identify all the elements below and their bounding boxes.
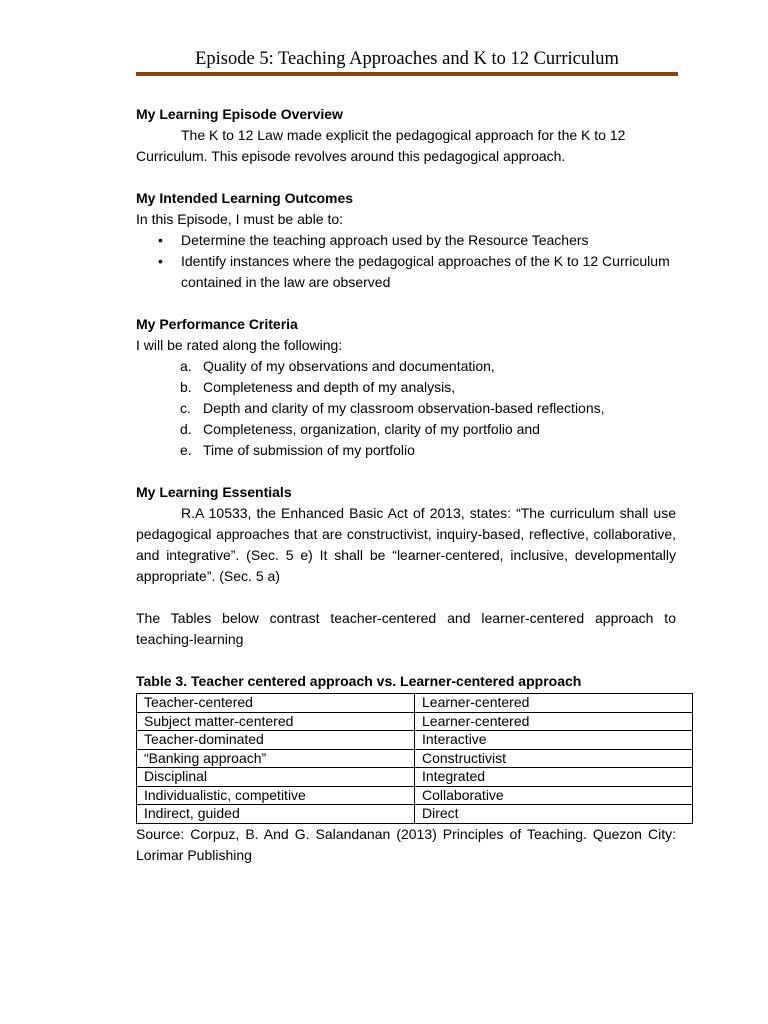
criteria-heading: My Performance Criteria: [136, 316, 298, 332]
table-cell: “Banking approach”: [137, 749, 415, 768]
list-item: [136, 419, 676, 440]
table-cell: Subject matter-centered: [137, 712, 415, 731]
table-cell: Teacher-centered: [137, 694, 415, 713]
essentials-paragraph: R.A 10533, the Enhanced Basic Act of 2013, states: “The curriculum shall use pedagogical approaches that are constructivist, inquiry-based, reflective, collaborative, and integrative”. (Sec. 5 e) It shall be “learner-centered, inclusive, developmentally appropriate”. (Sec. 5 a): [136, 505, 676, 584]
document-body: [136, 104, 676, 866]
table-cell: Learner-centered: [415, 712, 693, 731]
table-cell: Integrated: [415, 768, 693, 787]
table-cell: Learner-centered: [415, 694, 693, 713]
bullet-icon: •: [158, 253, 163, 269]
spacer: [136, 461, 676, 482]
criteria-text: Completeness and depth of my analysis,: [203, 379, 456, 395]
list-letter: a.: [180, 358, 192, 374]
criteria-text: Time of submission of my portfolio: [203, 442, 415, 458]
spacer: [136, 167, 676, 188]
list-item: [136, 440, 676, 461]
table-cell: Interactive: [415, 731, 693, 750]
overview-heading: My Learning Episode Overview: [136, 106, 343, 122]
table-row: [137, 786, 693, 805]
criteria-text: Depth and clarity of my classroom observation-based reflections,: [203, 400, 605, 416]
table-caption: Table 3. Teacher centered approach vs. Learner-centered approach: [136, 673, 582, 689]
outcomes-list: [136, 230, 676, 293]
comparison-table: [136, 693, 693, 824]
outcomes-intro: In this Episode, I must be able to:: [136, 211, 344, 227]
criteria-list: [136, 356, 676, 461]
list-letter: b.: [180, 379, 192, 395]
list-item: [136, 251, 676, 293]
table-row: [137, 805, 693, 824]
page-title: Episode 5: Teaching Approaches and K to 12 Curriculum: [195, 49, 619, 69]
criteria-text: Quality of my observations and documentation,: [203, 358, 495, 374]
table-cell: Disciplinal: [137, 768, 415, 787]
table-cell: Collaborative: [415, 786, 693, 805]
list-letter: c.: [180, 400, 191, 416]
table-row: [137, 731, 693, 750]
table-row: [137, 768, 693, 787]
criteria-text: Completeness, organization, clarity of my portfolio and: [203, 421, 540, 437]
essentials-heading: My Learning Essentials: [136, 484, 292, 500]
list-letter: e.: [180, 442, 192, 458]
list-item: [136, 356, 676, 377]
list-item: [136, 398, 676, 419]
table-row: [137, 694, 693, 713]
table-cell: Indirect, guided: [137, 805, 415, 824]
spacer: [136, 293, 676, 314]
outcome-text: Determine the teaching approach used by the Resource Teachers: [181, 232, 589, 248]
outcomes-heading: My Intended Learning Outcomes: [136, 190, 354, 206]
spacer: [136, 587, 676, 608]
table-cell: Direct: [415, 805, 693, 824]
essentials-paragraph: The Tables below contrast teacher-centered and learner-centered approach to teaching-learning: [136, 610, 676, 647]
table-cell: Individualistic, competitive: [137, 786, 415, 805]
list-item: [136, 230, 676, 251]
overview-text: The K to 12 Law made explicit the pedagogical approach for the K to 12 Curriculum. This episode revolves around this pedagogical approach.: [136, 127, 626, 164]
title-underline-rule: [136, 72, 678, 76]
criteria-intro: I will be rated along the following:: [136, 337, 343, 353]
table-row: [137, 749, 693, 768]
list-item: [136, 377, 676, 398]
table-source: Source: Corpuz, B. And G. Salandanan (2013) Principles of Teaching. Quezon City: Lorimar Publishing: [136, 825, 676, 863]
outcome-text: Identify instances where the pedagogical approaches of the K to 12 Curriculum contained in the law are observed: [181, 253, 670, 290]
bullet-icon: •: [158, 232, 163, 248]
spacer: [136, 650, 676, 671]
table-cell: Teacher-dominated: [137, 731, 415, 750]
list-letter: d.: [180, 421, 192, 437]
table-cell: Constructivist: [415, 749, 693, 768]
table-row: [137, 712, 693, 731]
